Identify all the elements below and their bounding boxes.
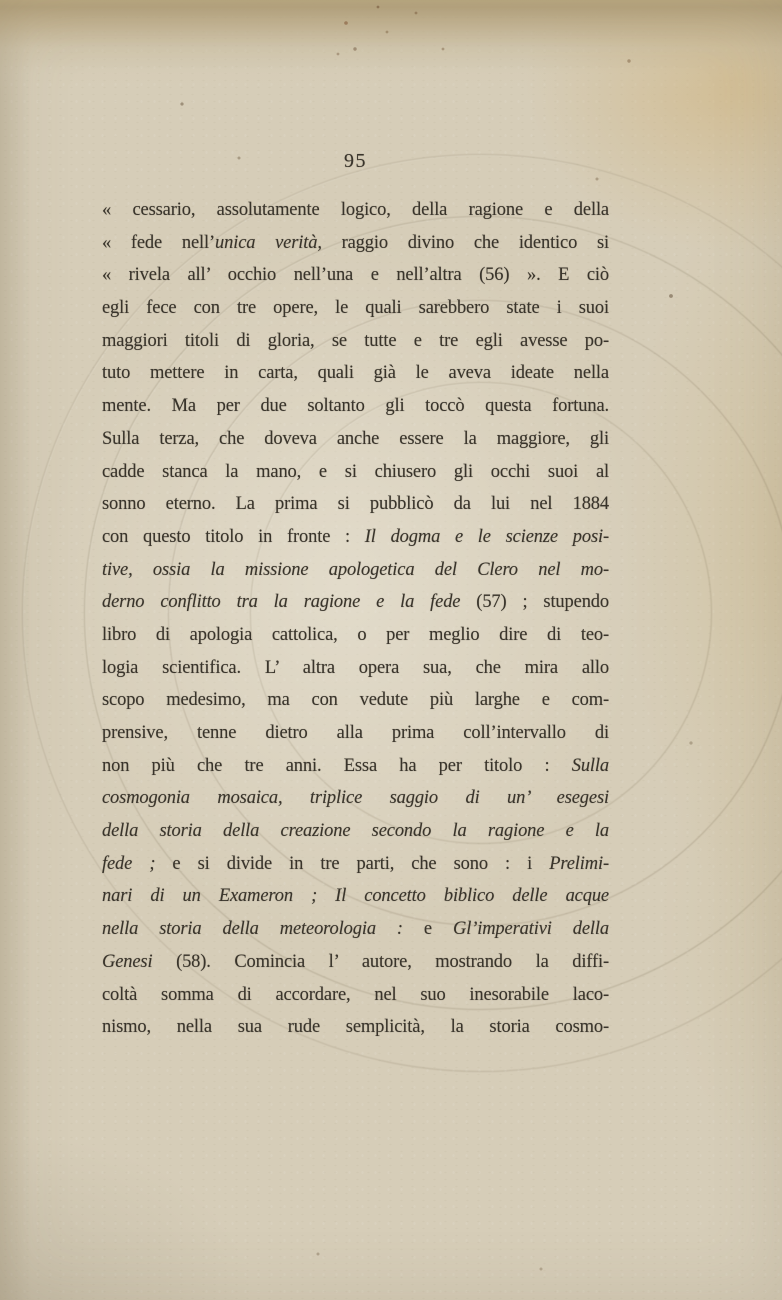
text-segment: « rivela all’ occhio nell’una e nell’altra (56) ». E ciò	[102, 265, 609, 286]
text-line	[102, 717, 609, 750]
text-line	[102, 227, 609, 260]
text-line	[102, 750, 609, 783]
text-line	[102, 946, 609, 979]
text-line	[102, 880, 609, 913]
text-segment: Gl’imperativi della	[453, 919, 609, 940]
text-segment: Sulla	[571, 755, 609, 776]
text-segment: tuto mettere in carta, quali già le aveva ideate nella	[102, 363, 609, 384]
text-line	[102, 259, 609, 292]
text-segment: nismo, nella sua rude semplicità, la storia cosmo-	[102, 1017, 609, 1038]
text-line	[102, 652, 609, 685]
text-segment: Genesi	[102, 951, 153, 972]
page-number: 95	[344, 150, 367, 172]
text-segment: egli fece con tre opere, le quali sarebbero state i suoi	[102, 298, 609, 319]
text-line	[102, 423, 609, 456]
text-segment: logia scientifica. L’ altra opera sua, che mira allo	[102, 657, 609, 678]
text-segment: Prelimi-	[549, 853, 609, 874]
text-segment: « fede nell’	[102, 232, 215, 253]
text-segment: e	[402, 919, 453, 940]
text-line	[102, 390, 609, 423]
text-segment: mente. Ma per due soltanto gli toccò questa fortuna.	[102, 396, 609, 417]
text-line	[102, 554, 609, 587]
text-line	[102, 586, 609, 619]
text-segment: e si divide in tre parti, che sono : i	[155, 853, 550, 874]
text-segment: nella storia della meteorologia :	[102, 919, 403, 940]
text-line	[102, 848, 609, 881]
text-segment: unica verità,	[215, 232, 322, 253]
text-segment: (57) ; stupendo	[460, 592, 609, 613]
text-segment: libro di apologia cattolica, o per meglio dire di teo-	[102, 624, 609, 645]
text-line	[102, 521, 609, 554]
text-segment: coltà somma di accordare, nel suo inesorabile laco-	[102, 984, 609, 1005]
text-segment: cosmogonia mosaica, triplice saggio di un’ esegesi	[102, 788, 609, 809]
text-line	[102, 684, 609, 717]
text-segment: (58). Comincia l’ autore, mostrando la diffi-	[152, 951, 609, 972]
text-segment: « cessario, assolutamente logico, della ragione e della	[102, 200, 609, 220]
text-line	[102, 619, 609, 652]
text-segment: nari di un Exameron ; Il concetto biblico delle acque	[102, 886, 609, 907]
text-segment: derno conflitto tra la ragione e la fede	[102, 592, 461, 613]
text-segment: raggio divino che identico si	[321, 232, 609, 253]
text-line	[102, 292, 609, 325]
text-line	[102, 815, 609, 848]
paper-specks	[0, 0, 2, 2]
text-segment: fede ;	[102, 853, 156, 874]
text-block	[102, 194, 609, 1044]
text-segment: non più che tre anni. Essa ha per titolo :	[102, 755, 572, 776]
text-segment: della storia della creazione secondo la ragione e la	[102, 821, 609, 842]
text-segment: scopo medesimo, ma con vedute più larghe e com-	[102, 690, 609, 711]
text-line	[102, 1011, 609, 1044]
text-segment: maggiori titoli di gloria, se tutte e tre egli avesse po-	[102, 330, 609, 351]
text-segment: sonno eterno. La prima si pubblicò da lui nel 1884	[102, 494, 609, 515]
text-line	[102, 357, 609, 390]
text-segment: Il dogma e le scienze posi-	[364, 526, 609, 547]
text-segment: con questo titolo in fronte :	[102, 526, 365, 547]
text-line	[102, 456, 609, 489]
text-line	[102, 488, 609, 521]
text-line	[102, 782, 609, 815]
text-line	[102, 194, 609, 227]
text-line	[102, 979, 609, 1012]
text-segment: tive, ossia la missione apologetica del Clero nel mo-	[102, 559, 609, 580]
text-segment: Sulla terza, che doveva anche essere la maggiore, gli	[102, 428, 609, 449]
text-segment: prensive, tenne dietro alla prima coll’intervallo di	[102, 723, 609, 743]
text-line	[102, 913, 609, 946]
text-line	[102, 325, 609, 358]
text-segment: cadde stanca la mano, e si chiusero gli occhi suoi al	[102, 461, 609, 482]
